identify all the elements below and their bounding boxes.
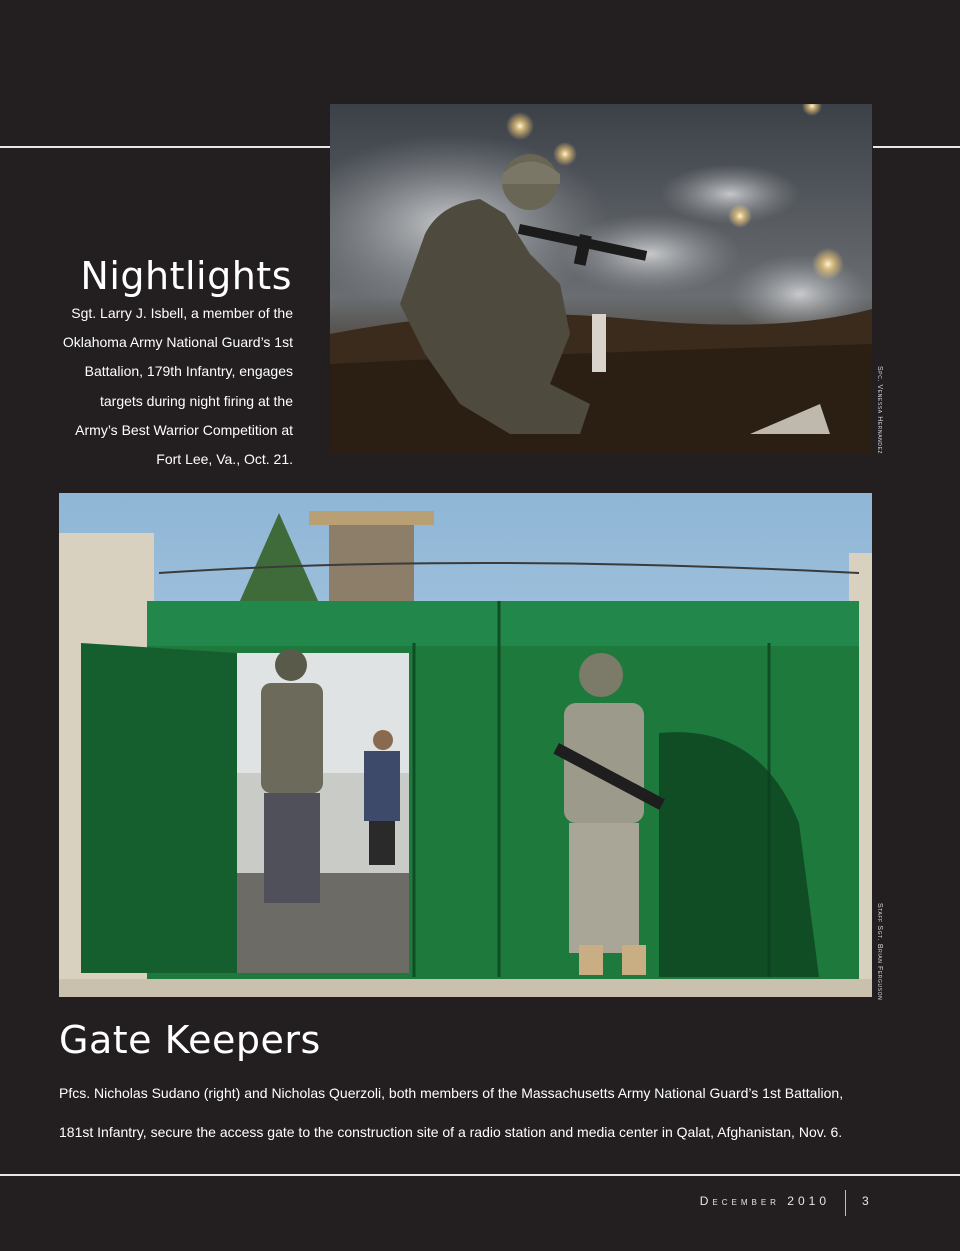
caption-line: Army’s Best Warrior Competition at bbox=[75, 421, 293, 438]
caption-line: Battalion, 179th Infantry, engages bbox=[84, 363, 293, 380]
night-firing-photo bbox=[330, 104, 872, 454]
caption-line: Oklahoma Army National Guard’s 1st bbox=[62, 334, 293, 351]
gate-keepers-caption bbox=[59, 1074, 909, 1152]
caption-line: Pfcs. Nicholas Sudano (right) and Nicholas Querzoli, both members of the Massachusetts Army National Guard’s 1st Battalion, bbox=[59, 1085, 844, 1101]
top-rule-left bbox=[0, 146, 330, 148]
gate-keepers-photo bbox=[59, 493, 872, 997]
caption-line: Sgt. Larry J. Isbell, a member of the bbox=[71, 305, 293, 321]
footer-divider bbox=[845, 1190, 846, 1216]
caption-line: 181st Infantry, secure the access gate to the construction site of a radio station and media center in Qalat, Afghanistan, Nov. 6. bbox=[59, 1124, 843, 1140]
nightlights-title: Nightlights bbox=[80, 254, 292, 298]
footer-rule bbox=[0, 1174, 960, 1176]
issue-date: December 2010 bbox=[699, 1194, 830, 1208]
caption-line: Fort Lee, Va., Oct. 21. bbox=[156, 451, 293, 468]
caption-line: targets during night firing at the bbox=[99, 392, 293, 409]
nightlights-caption bbox=[40, 299, 293, 474]
photo-credit-2: Staff Sgt. Brian Ferguson bbox=[876, 903, 883, 1001]
photo-credit-1: Spc. Venessa Hernandez bbox=[876, 366, 883, 455]
page-number: 3 bbox=[862, 1194, 869, 1208]
top-rule-right bbox=[873, 146, 960, 148]
gate-keepers-title: Gate Keepers bbox=[59, 1018, 321, 1062]
